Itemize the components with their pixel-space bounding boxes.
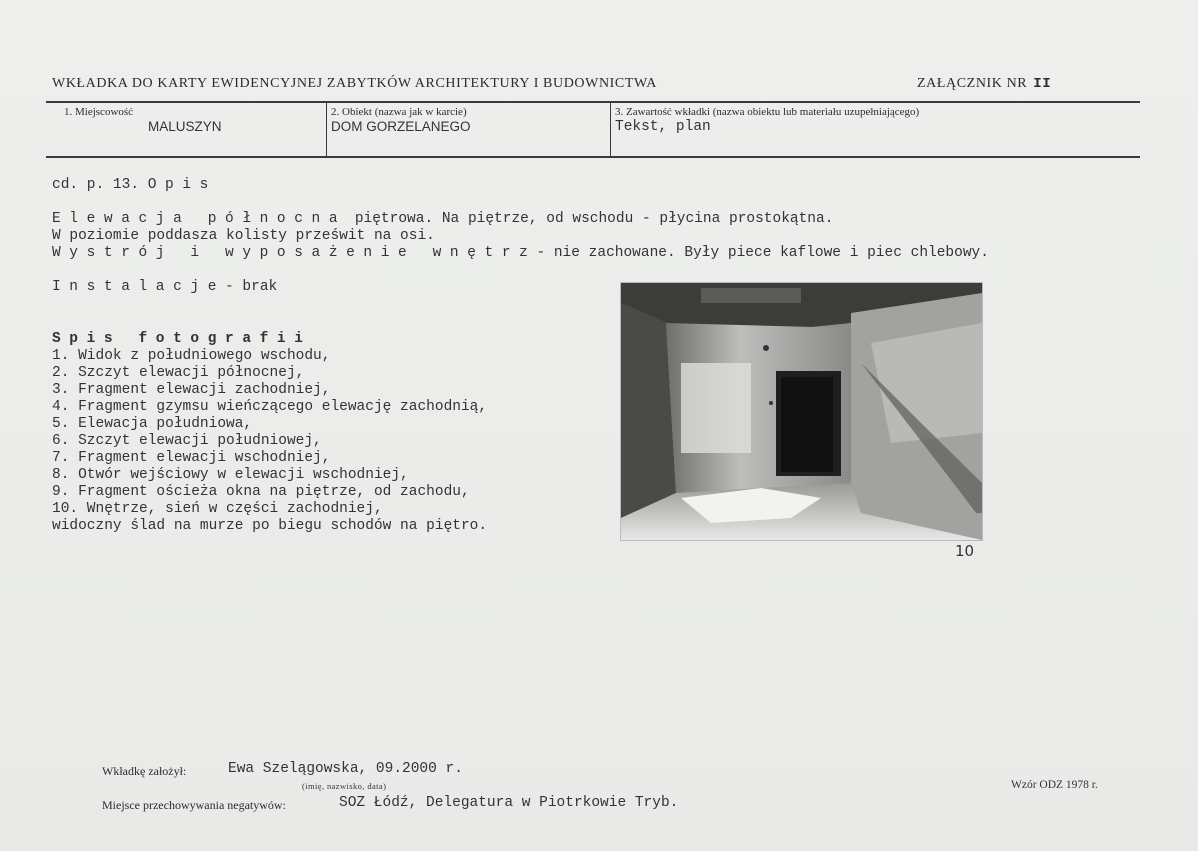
locality-label: 1. Miejscowość [64,106,134,118]
object-value: DOM GORZELANEGO [331,119,471,134]
continuation-heading [52,177,217,193]
table-top-rule [46,101,1140,103]
photo-list-item: 7. Fragment elewacji wschodniej, [52,450,331,466]
description-line-1 [52,211,833,227]
photo-list-item: 2. Szczyt elewacji północnej, [52,365,305,381]
column-divider-1 [326,103,327,156]
interior-heading: Wystrój i wyposażenie wnętrz [52,245,537,261]
storage-label: Miejsce przechowywania negatywów: [102,798,286,812]
author-value: Ewa Szelągowska, 09.2000 r. [228,761,463,777]
author-hint: (imię, nazwisko, data) [302,781,387,791]
photo-list-item: 4. Fragment gzymsu wieńczącego elewację zachodnią, [52,399,488,415]
column-divider-2 [610,103,611,156]
storage-value: SOZ Łódź, Delegatura w Piotrkowie Tryb. [339,795,679,811]
author-label: Wkładkę założył: [102,764,187,778]
locality-value: MALUSZYN [148,119,222,134]
installations-text: - brak [225,279,278,295]
content-value: Tekst, plan [615,119,711,135]
north-elevation-heading: Elewacja północna [52,211,347,227]
installations-heading: Instalacje [52,279,226,295]
table-bottom-rule [46,156,1140,158]
document-title: WKŁADKA DO KARTY EWIDENCYJNEJ ZABYTKÓW ARCHITEKTURY I BUDOWNICTWA [52,76,657,91]
photo-list-item: 9. Fragment ościeża okna na piętrze, od zachodu, [52,484,470,500]
form-model: Wzór ODZ 1978 r. [1011,779,1098,791]
photo-list-item: 3. Fragment elewacji zachodniej, [52,382,331,398]
photo-list-item: widoczny ślad na murze po biegu schodów na piętro. [52,518,488,534]
photo-list-item: 5. Elewacja południowa, [52,416,253,432]
description-line-2: W poziomie poddasza kolisty prześwit na osi. [52,228,435,244]
photo-number-handwritten: 10 [955,542,975,560]
continuation-prefix: cd. p. 13. [52,177,148,193]
photo-list-item: 8. Otwór wejściowy w elewacji wschodniej, [52,467,409,483]
photo-list-item: 1. Widok z południowego wschodu, [52,348,331,364]
object-label: 2. Obiekt (nazwa jak w karcie) [331,106,467,118]
description-line-4 [52,279,277,295]
content-label: 3. Zawartość wkładki (nazwa obiektu lub materiału uzupełniającego) [615,106,920,118]
interior-photo [620,282,983,541]
photo-list-heading: Spis fotografii [52,331,312,347]
photo-list-item: 10. Wnętrze, sień w części zachodniej, [52,501,383,517]
north-elevation-text: piętrowa. Na piętrze, od wschodu - płycina prostokątna. [346,211,834,227]
interior-photo-image [621,283,982,540]
photo-list-item: 6. Szczyt elewacji południowej, [52,433,322,449]
interior-text: - nie zachowane. Były piece kaflowe i piec chlebowy. [536,245,989,261]
annex-label-text: ZAŁĄCZNIK NR [917,76,1028,91]
annex-label [917,76,1051,92]
annex-number: II [1033,76,1052,92]
continuation-spaced: Opis [147,177,217,193]
description-line-3 [52,245,989,261]
